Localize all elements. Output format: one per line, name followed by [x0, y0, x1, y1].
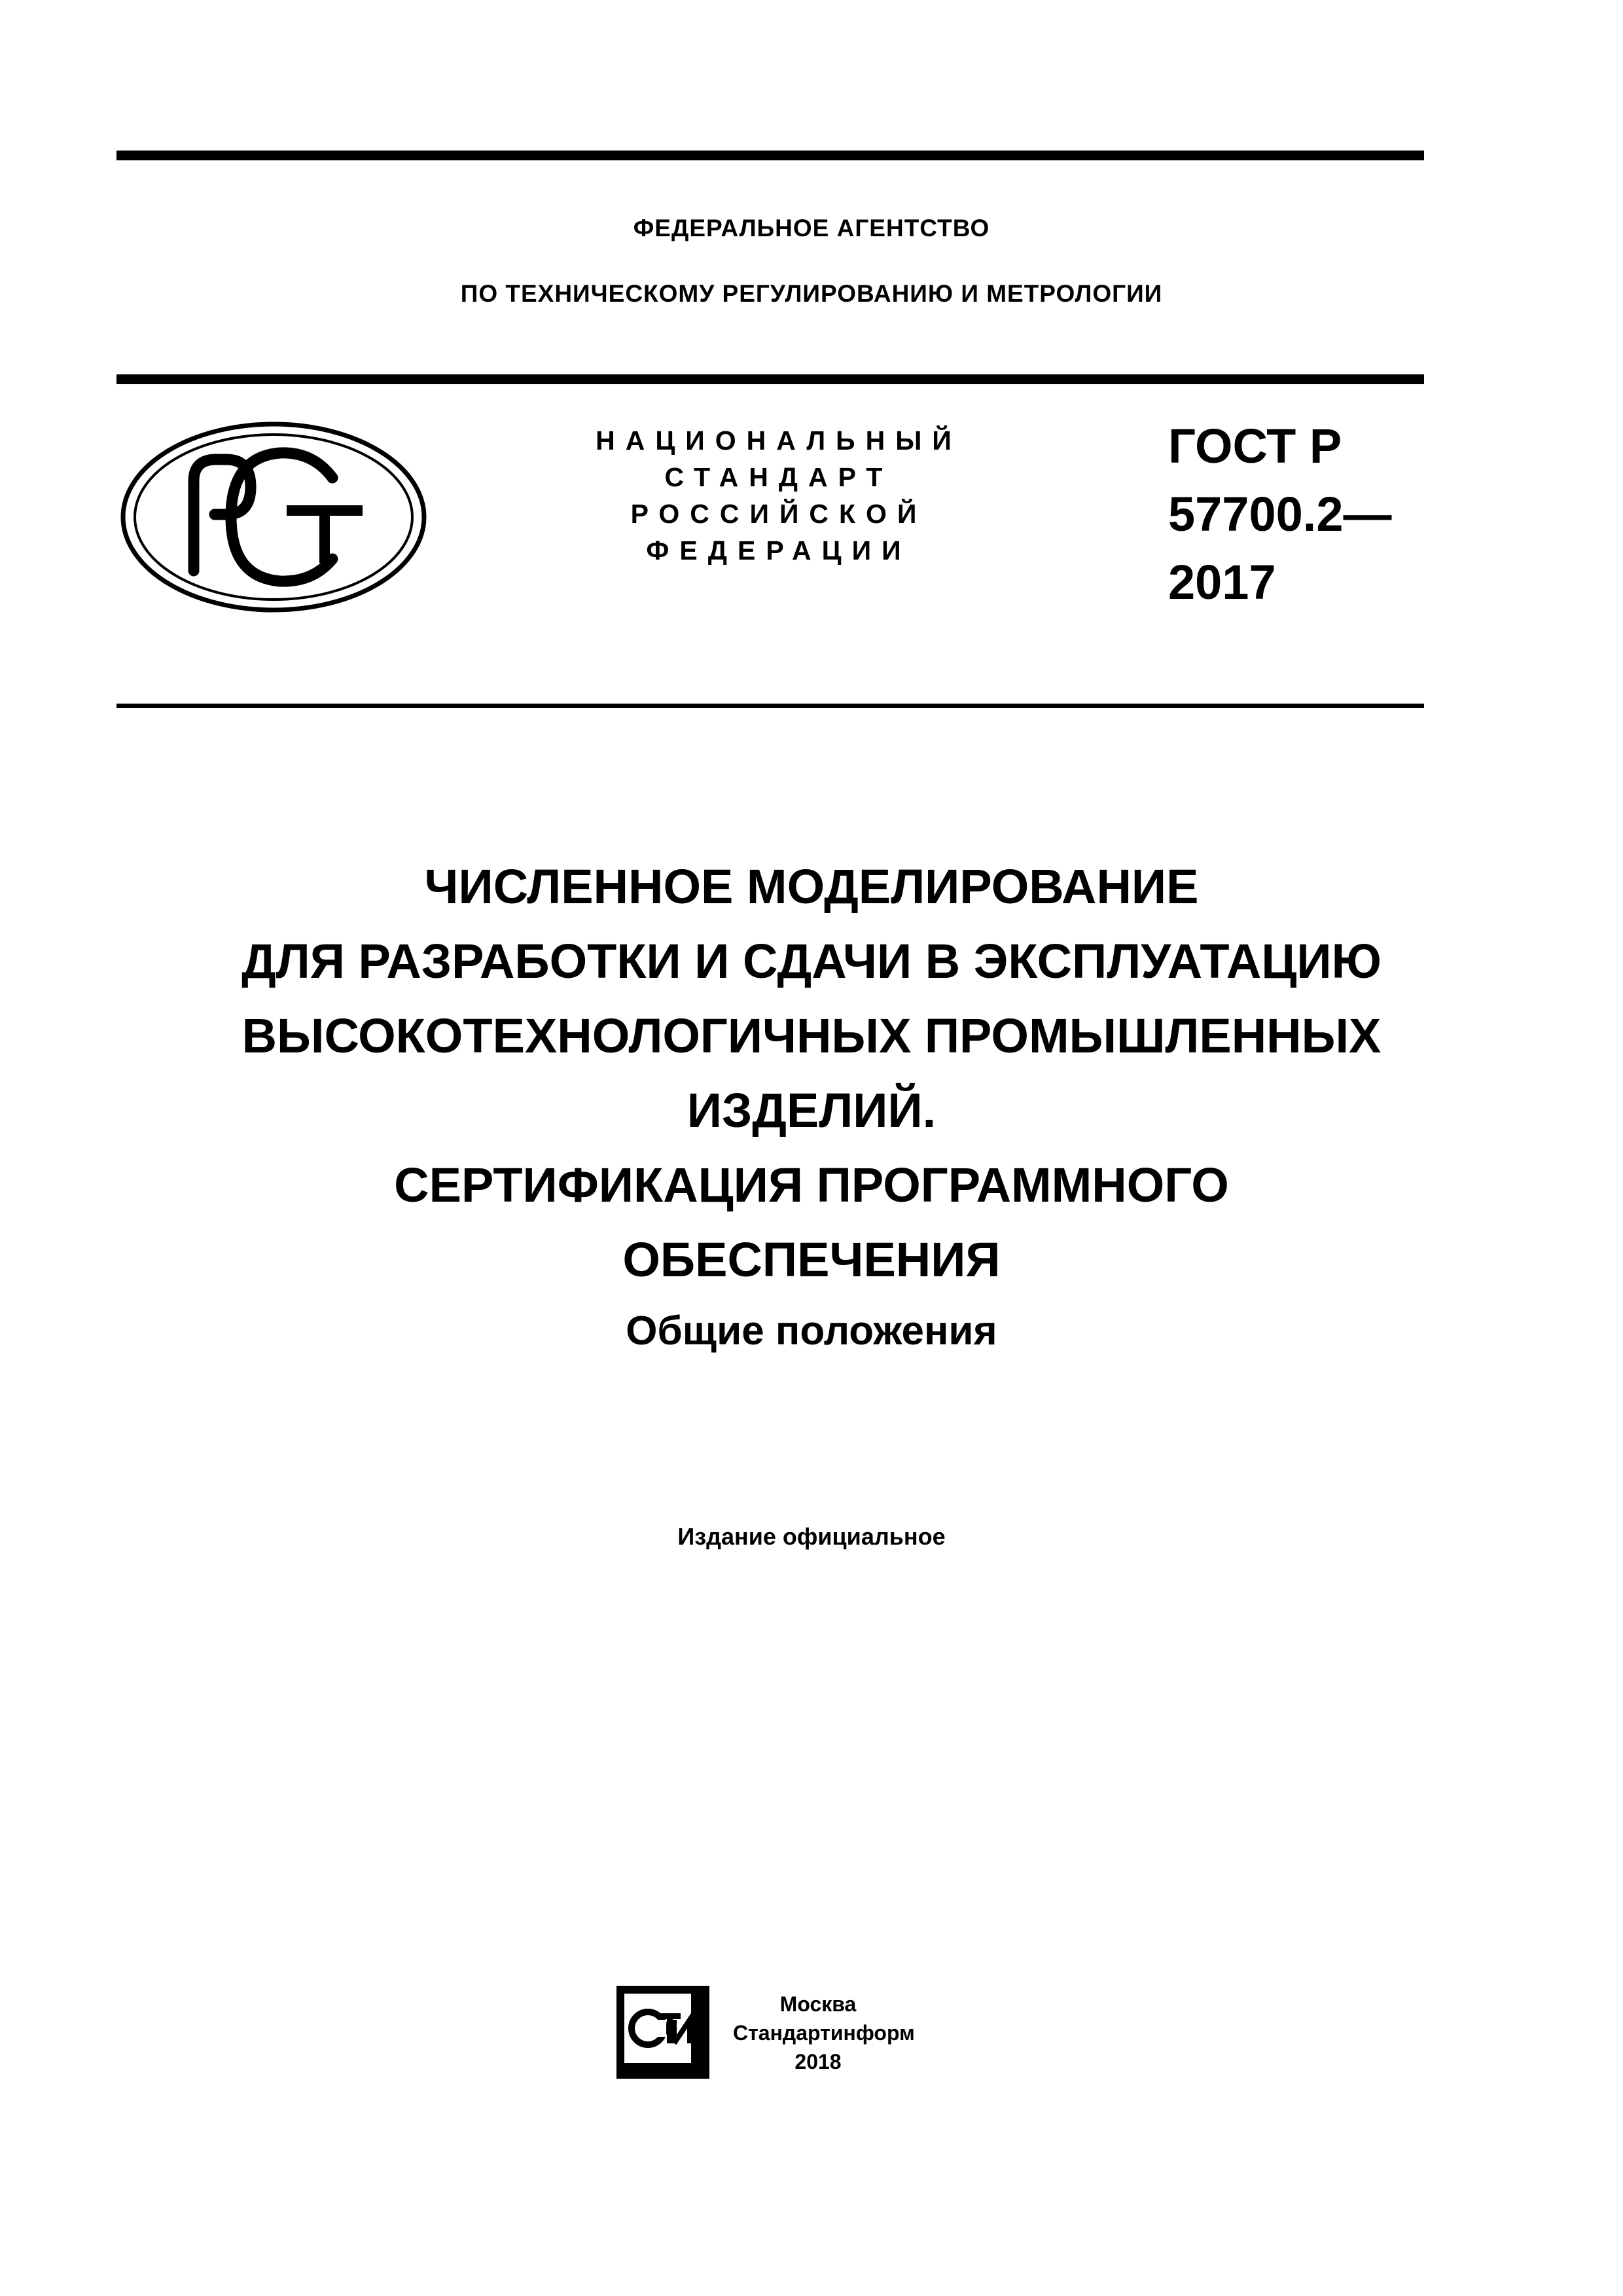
national-line-1: НАЦИОНАЛЬНЫЙ: [596, 425, 962, 456]
publisher-block: [733, 1990, 915, 2076]
document-title: [92, 850, 1531, 1297]
logo-text: СТИ: [614, 1983, 616, 1984]
title-line-6: ОБЕСПЕЧЕНИЯ: [622, 1232, 1001, 1287]
title-line-3: ВЫСОКОТЕХНОЛОГИЧНЫХ ПРОМЫШЛЕННЫХ: [241, 1009, 1382, 1063]
gost-line-1: ГОСТ Р: [1168, 419, 1342, 473]
standartinform-logo-icon: [614, 1983, 712, 2081]
publisher-year: 2018: [794, 2050, 842, 2073]
title-line-5: СЕРТИФИКАЦИЯ ПРОГРАММНОГО: [394, 1158, 1229, 1212]
publisher-name: Стандартинформ: [733, 2021, 915, 2045]
edition-label: Издание официальное: [677, 1523, 946, 1550]
publisher-city: Москва: [779, 1992, 857, 2016]
rst-logo-icon: [116, 419, 431, 615]
gost-line-2: 57700.2—: [1168, 487, 1392, 541]
title-line-1: ЧИСЛЕННОЕ МОДЕЛИРОВАНИЕ: [424, 859, 1199, 914]
title-line-2: ДЛЯ РАЗРАБОТКИ И СДАЧИ В ЭКСПЛУАТАЦИЮ: [241, 934, 1382, 988]
top-rule: [116, 151, 1424, 160]
gost-line-3: 2017: [1168, 555, 1276, 609]
document-subtitle: Общие положения: [626, 1308, 997, 1354]
national-line-4: ФЕДЕРАЦИИ: [646, 535, 912, 565]
agency-name-line2: ПО ТЕХНИЧЕСКОМУ РЕГУЛИРОВАНИЮ И МЕТРОЛОГИИ: [460, 280, 1163, 307]
agency-name-line1: ФЕДЕРАЛЬНОЕ АГЕНТСТВО: [633, 215, 990, 242]
national-standard-label: [556, 422, 1001, 569]
national-line-3: РОССИЙСКОЙ: [630, 499, 927, 529]
title-line-4: ИЗДЕЛИЙ.: [687, 1083, 936, 1138]
gost-number: [1168, 412, 1430, 617]
national-line-2: СТАНДАРТ: [664, 462, 893, 492]
standard-block-rule: [116, 704, 1424, 708]
header-rule: [116, 374, 1424, 384]
